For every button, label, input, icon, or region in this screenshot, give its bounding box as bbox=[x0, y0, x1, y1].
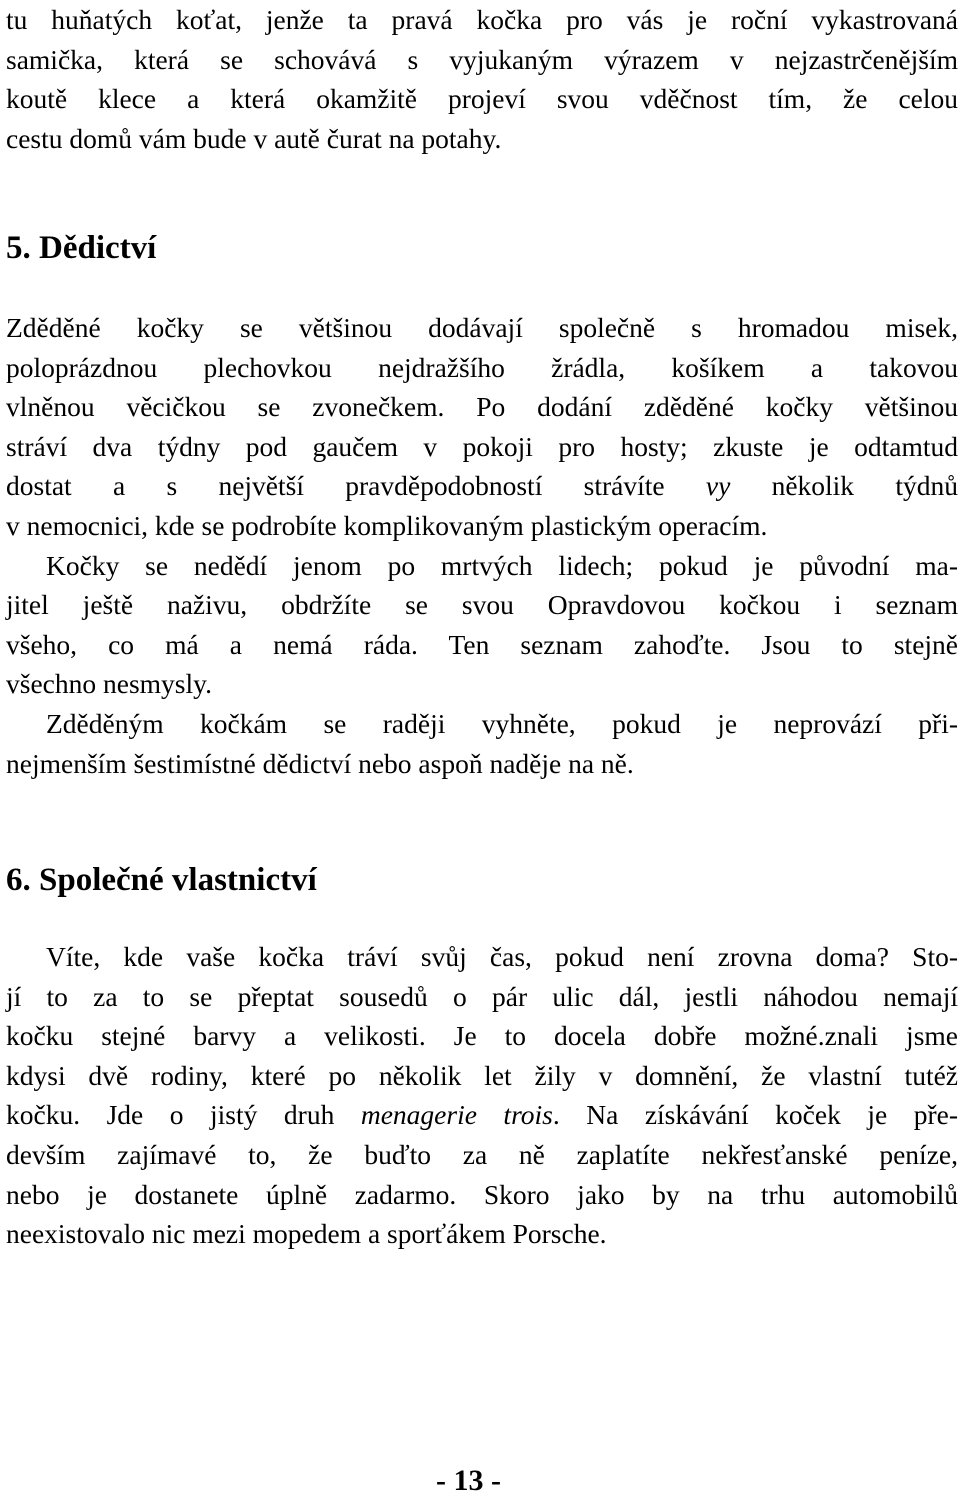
text-line: stráví dva týdny pod gaučem v pokoji pro hosty; zkuste je odtamtud bbox=[6, 430, 958, 462]
text-line: nebo je dostanete úplně zadarmo. Skoro jako by na trhu automobilů bbox=[6, 1178, 958, 1210]
paragraph bbox=[6, 308, 958, 546]
section-heading-6: 6. Společné vlastnictví bbox=[6, 862, 317, 898]
text-line: neexistovalo nic mezi mopedem a sporťákem Porsche. bbox=[6, 1218, 607, 1250]
paragraph bbox=[6, 704, 958, 783]
text-run: . Na získávání koček je pře- bbox=[552, 1099, 958, 1131]
text-line bbox=[6, 466, 958, 506]
text-line: všeho, co má a nemá ráda. Ten seznam zahoďte. Jsou to stejně bbox=[6, 628, 958, 660]
text-line: jitel ještě naživu, obdržíte se svou Opravdovou kočkou i seznam bbox=[6, 589, 958, 621]
section-heading-5: 5. Dědictví bbox=[6, 230, 157, 266]
text-line: kočku stejné barvy a velikosti. Je to docela dobře možné.znali jsme bbox=[6, 1020, 958, 1052]
text-line: jí to za to se přeptat sousedů o pár ulic dál, jestli náhodou nemají bbox=[6, 980, 958, 1012]
text-line: koutě klece a která okamžitě projeví svou vděčnost tím, že celou bbox=[6, 83, 958, 115]
text-line: všechno nesmysly. bbox=[6, 668, 212, 700]
paragraph bbox=[6, 546, 958, 704]
text-line: cestu domů vám bude v autě čurat na potahy. bbox=[6, 122, 502, 154]
emphasis-text: vy bbox=[705, 470, 731, 502]
page-number: - 13 - bbox=[436, 1464, 501, 1497]
text-run: několik týdnů bbox=[730, 470, 958, 502]
emphasis-text: menagerie trois bbox=[360, 1099, 553, 1131]
text-line: Kočky se nedědí jenom po mrtvých lidech; pokud je původní ma- bbox=[46, 549, 958, 581]
text-line: poloprázdnou plechovkou nejdražšího žrádla, košíkem a takovou bbox=[6, 351, 958, 383]
section-5-body bbox=[6, 308, 958, 783]
text-line: nejmenším šestimístné dědictví nebo aspoň naděje na ně. bbox=[6, 747, 634, 779]
section-6-paragraph bbox=[6, 937, 958, 1254]
text-line: samička, která se schovává s vyjukaným výrazem v nejzastrčenějším bbox=[6, 43, 958, 75]
text-line: kdysi dvě rodiny, které po několik let žily v domnění, že vlastní tutéž bbox=[6, 1059, 958, 1091]
text-run: kočku. Jde o jistý druh bbox=[6, 1099, 361, 1131]
text-line: tu huňatých koťat, jenže ta pravá kočka pro vás je roční vykastrovaná bbox=[6, 4, 958, 35]
text-run: dostat a s největší pravděpodobností strávíte bbox=[6, 470, 706, 502]
intro-paragraph bbox=[6, 0, 958, 158]
text-line: v nemocnici, kde se podrobíte komplikovaným plastickým operacím. bbox=[6, 509, 768, 541]
text-line: Zděděným kočkám se raději vyhněte, pokud je neprovází při- bbox=[46, 707, 958, 739]
text-line: devším zajímavé to, že buďto za ně zaplatíte nekřesťanské peníze, bbox=[6, 1138, 958, 1170]
text-line: Zděděné kočky se většinou dodávají společně s hromadou misek, bbox=[6, 312, 958, 343]
text-line bbox=[6, 1095, 958, 1135]
text-line: Víte, kde vaše kočka tráví svůj čas, pokud není zrovna doma? Sto- bbox=[46, 941, 958, 972]
text-line: vlněnou věcičkou se zvonečkem. Po dodání zděděné kočky většinou bbox=[6, 391, 958, 423]
